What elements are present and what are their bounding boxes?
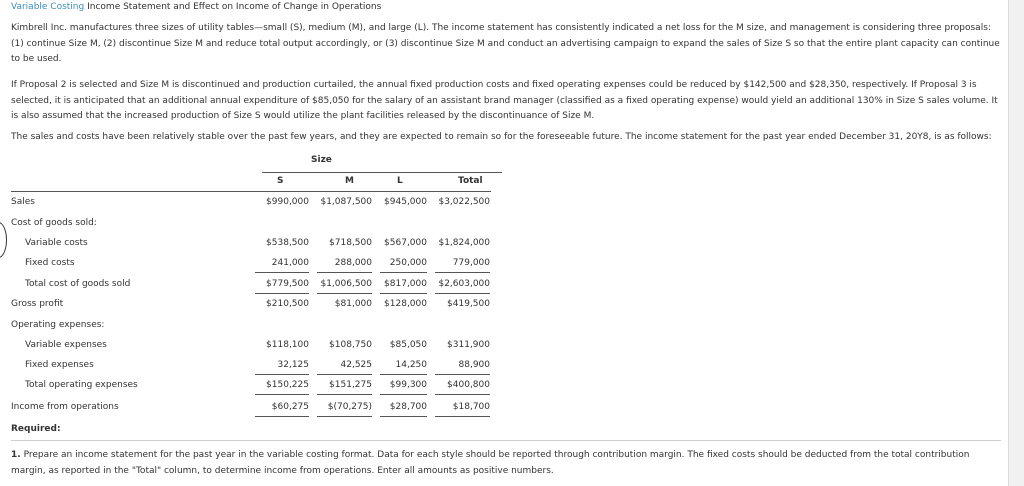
title-text: Income Statement and Effect on Income of Change in Operations xyxy=(87,2,382,12)
row-label-income-from-operations: Income from operations xyxy=(11,402,119,412)
required-item-text: Prepare an income statement for the past year in the variable costing format. Data for each style should be reported through contribution margin. The fixed costs should be deducted from the total contribution margin, as reported in the "Total" column, to determine income from operations. Enter all amounts as positive numbers. xyxy=(11,450,970,476)
problem-title xyxy=(11,2,381,12)
row-label-variable-costs: Variable costs xyxy=(25,238,88,248)
partial-bracket xyxy=(0,222,7,258)
table-cell: $118,100 xyxy=(266,340,309,350)
table-cell: $210,500 xyxy=(266,299,309,309)
table-cell: $1,824,000 xyxy=(438,238,490,248)
table-cell: $311,900 xyxy=(447,340,490,350)
size-header: Size xyxy=(311,155,332,165)
table-cell: 14,250 xyxy=(380,360,427,375)
table-cell: $81,000 xyxy=(334,299,372,309)
row-label-variable-expenses: Variable expenses xyxy=(25,340,107,350)
vertical-scrollbar[interactable] xyxy=(1008,0,1024,486)
table-cell: $567,000 xyxy=(384,238,427,248)
table-cell: 32,125 xyxy=(255,360,309,375)
table-cell: $3,022,500 xyxy=(438,197,490,207)
column-header-s: S xyxy=(277,176,284,186)
table-cell: $18,700 xyxy=(435,402,490,417)
table-cell: $108,750 xyxy=(329,340,372,350)
table-cell: $151,275 xyxy=(317,380,372,395)
size-header-underline xyxy=(262,172,502,173)
row-label-gross-profit: Gross profit xyxy=(11,299,64,309)
table-cell: $779,500 xyxy=(255,279,309,294)
table-cell: $60,275 xyxy=(255,402,309,417)
row-label-total-cost-of-goods-sold: Total cost of goods sold xyxy=(25,279,131,289)
required-item-1 xyxy=(11,448,1001,479)
column-header-total: Total xyxy=(458,176,483,186)
table-cell: $990,000 xyxy=(266,197,309,207)
table-cell: $99,300 xyxy=(380,380,427,395)
table-header-divider xyxy=(11,191,491,192)
table-cell: $28,700 xyxy=(380,402,427,417)
required-item-number: 1. xyxy=(11,450,21,460)
required-divider xyxy=(11,440,1001,441)
required-heading: Required: xyxy=(11,424,61,434)
paragraph-intro: Kimbrell Inc. manufactures three sizes of utility tables—small (S), medium (M), and large (L). The income statement has consistently indicated a net loss for the M size, and management is considering three proposals: (1) continue Size M, (2) discontinue Size M and reduce total output accordingly, or (3) discontinue Size M and conduct an advertising campaign to expand the sales of Size S so that the entire plant capacity can continue to be used. xyxy=(11,23,1000,64)
table-cell: $2,603,000 xyxy=(435,279,490,294)
table-cell: 88,900 xyxy=(435,360,490,375)
paragraph-statement-intro: The sales and costs have been relatively stable over the past few years, and they are expected to remain so for the foreseeable future. The income statement for the past year ended December 31, 20Y8, is as follows: xyxy=(11,132,992,142)
table-cell: $85,050 xyxy=(389,340,427,350)
row-label-fixed-costs: Fixed costs xyxy=(25,258,75,268)
column-header-l: L xyxy=(397,176,403,186)
table-cell: $(70,275) xyxy=(317,402,372,417)
row-label-fixed-expenses: Fixed expenses xyxy=(25,360,94,370)
row-label-operating-expenses: Operating expenses: xyxy=(11,320,105,330)
table-cell: 288,000 xyxy=(317,258,372,273)
table-cell: $538,500 xyxy=(266,238,309,248)
table-cell: $419,500 xyxy=(447,299,490,309)
table-cell: $150,225 xyxy=(255,380,309,395)
table-cell: $1,006,500 xyxy=(317,279,372,294)
variable-costing-link[interactable]: Variable Costing xyxy=(11,2,85,12)
row-label-sales: Sales xyxy=(11,197,35,207)
column-header-m: M xyxy=(345,176,354,186)
table-cell: 241,000 xyxy=(255,258,309,273)
table-cell: 42,525 xyxy=(317,360,372,375)
table-cell: $945,000 xyxy=(384,197,427,207)
row-label-cost-of-goods-sold: Cost of goods sold: xyxy=(11,218,97,228)
table-cell: 779,000 xyxy=(435,258,490,273)
table-cell: $817,000 xyxy=(380,279,427,294)
paragraph-proposals: If Proposal 2 is selected and Size M is discontinued and production curtailed, the annual fixed production costs and fixed operating expenses could be reduced by $142,500 and $28,350, respectively. If Proposal 3 is selected, it is anticipated that an additional annual expenditure of $85,050 for the salary of an assistant brand manager (classified as a fixed operating expense) would yield an additional 130% in Size S sales volume. It is also assumed that the increased production of Size S would utilize the plant facilities released by the discontinuance of Size M. xyxy=(11,80,998,121)
row-label-total-operating-expenses: Total operating expenses xyxy=(25,380,138,390)
table-cell: 250,000 xyxy=(380,258,427,273)
table-cell: $128,000 xyxy=(384,299,427,309)
table-cell: $1,087,500 xyxy=(320,197,372,207)
table-cell: $718,500 xyxy=(329,238,372,248)
table-cell: $400,800 xyxy=(435,380,490,395)
